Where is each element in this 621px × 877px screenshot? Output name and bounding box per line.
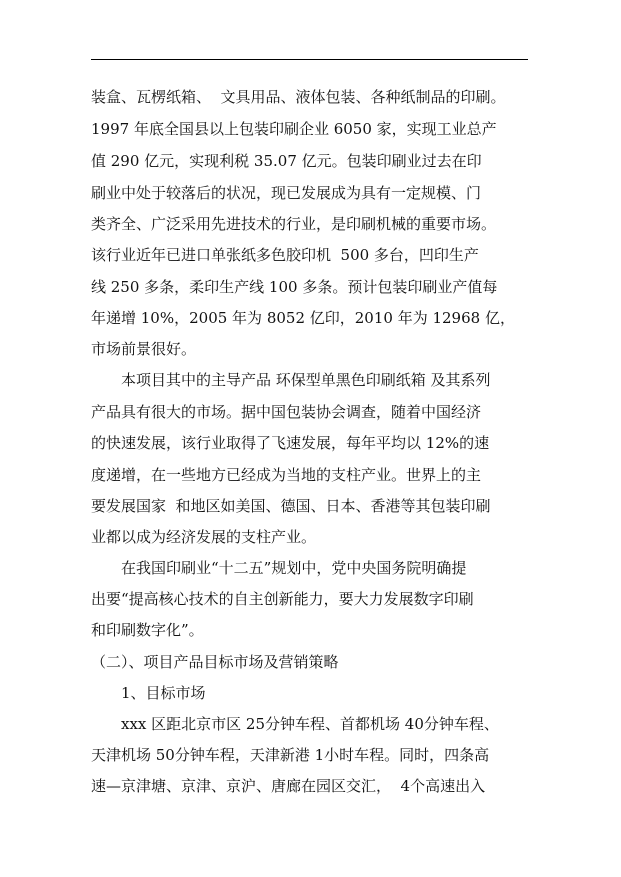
text-line-2: 1997 年底全国县以上包装印刷企业 6050 家，实现工业总产 [91,120,497,138]
section-heading: （二）、项目产品目标市场及营销策略 [91,653,339,671]
text-line-5: 类齐全、广泛采用先进技术的行业，是印刷机械的重要市场。 [91,215,497,233]
text-line-1: 装盒、瓦楞纸箱、 文具用品、液体包装、各种纸制品的印刷。 [91,88,506,106]
subsection-heading: 1、目标市场 [121,684,206,702]
text-line-9: 市场前景很好。 [91,340,197,358]
text-line-17: 出要“提高核心技术的自主创新能力，要大力发展数字印刷 [91,590,474,608]
text-line-11: 产品具有很大的市场。据中国包装协会调查，随着中国经济 [91,403,482,421]
header-rule [91,59,528,60]
text-line-16: 在我国印刷业“十二五”规划中，党中央国务院明确提 [121,559,467,577]
text-line-8: 年递增 10%，2005 年为 8052 亿印，2010 年为 12968 亿， [91,309,515,327]
text-line-18: 和印刷数字化”。 [91,621,204,639]
text-line-22: 天津机场 50分钟车程，天津新港 1小时车程。同时，四条高 [91,746,490,764]
text-line-23: 速—京津塘、京津、京沪、唐廊在园区交汇， 4个高速出入 [91,777,486,795]
text-line-21: xxx 区距北京市区 25分钟车程、首都机场 40分钟车程、 [121,715,499,733]
text-line-13: 度递增，在一些地方已经成为当地的支柱产业。世界上的主 [91,466,482,484]
text-line-4: 刷业中处于较落后的状况，现已发展成为具有一定规模、门 [91,184,482,202]
text-line-3: 值 290 亿元，实现利税 35.07 亿元。包装印刷业过去在印 [91,152,482,170]
text-line-10: 本项目其中的主导产品 环保型单黑色印刷纸箱 及其系列 [121,371,491,389]
text-line-6: 该行业近年已进口单张纸多色胶印机 500 多台，凹印生产 [91,246,479,264]
text-line-7: 线 250 多条，柔印生产线 100 多条。预计包装印刷业产值每 [91,278,498,296]
text-line-12: 的快速发展，该行业取得了飞速发展，每年平均以 12%的速 [91,434,490,452]
text-line-15: 业都以成为经济发展的支柱产业。 [91,528,317,546]
text-line-14: 要发展国家 和地区如美国、德国、日本、香港等其包装印刷 [91,497,491,515]
